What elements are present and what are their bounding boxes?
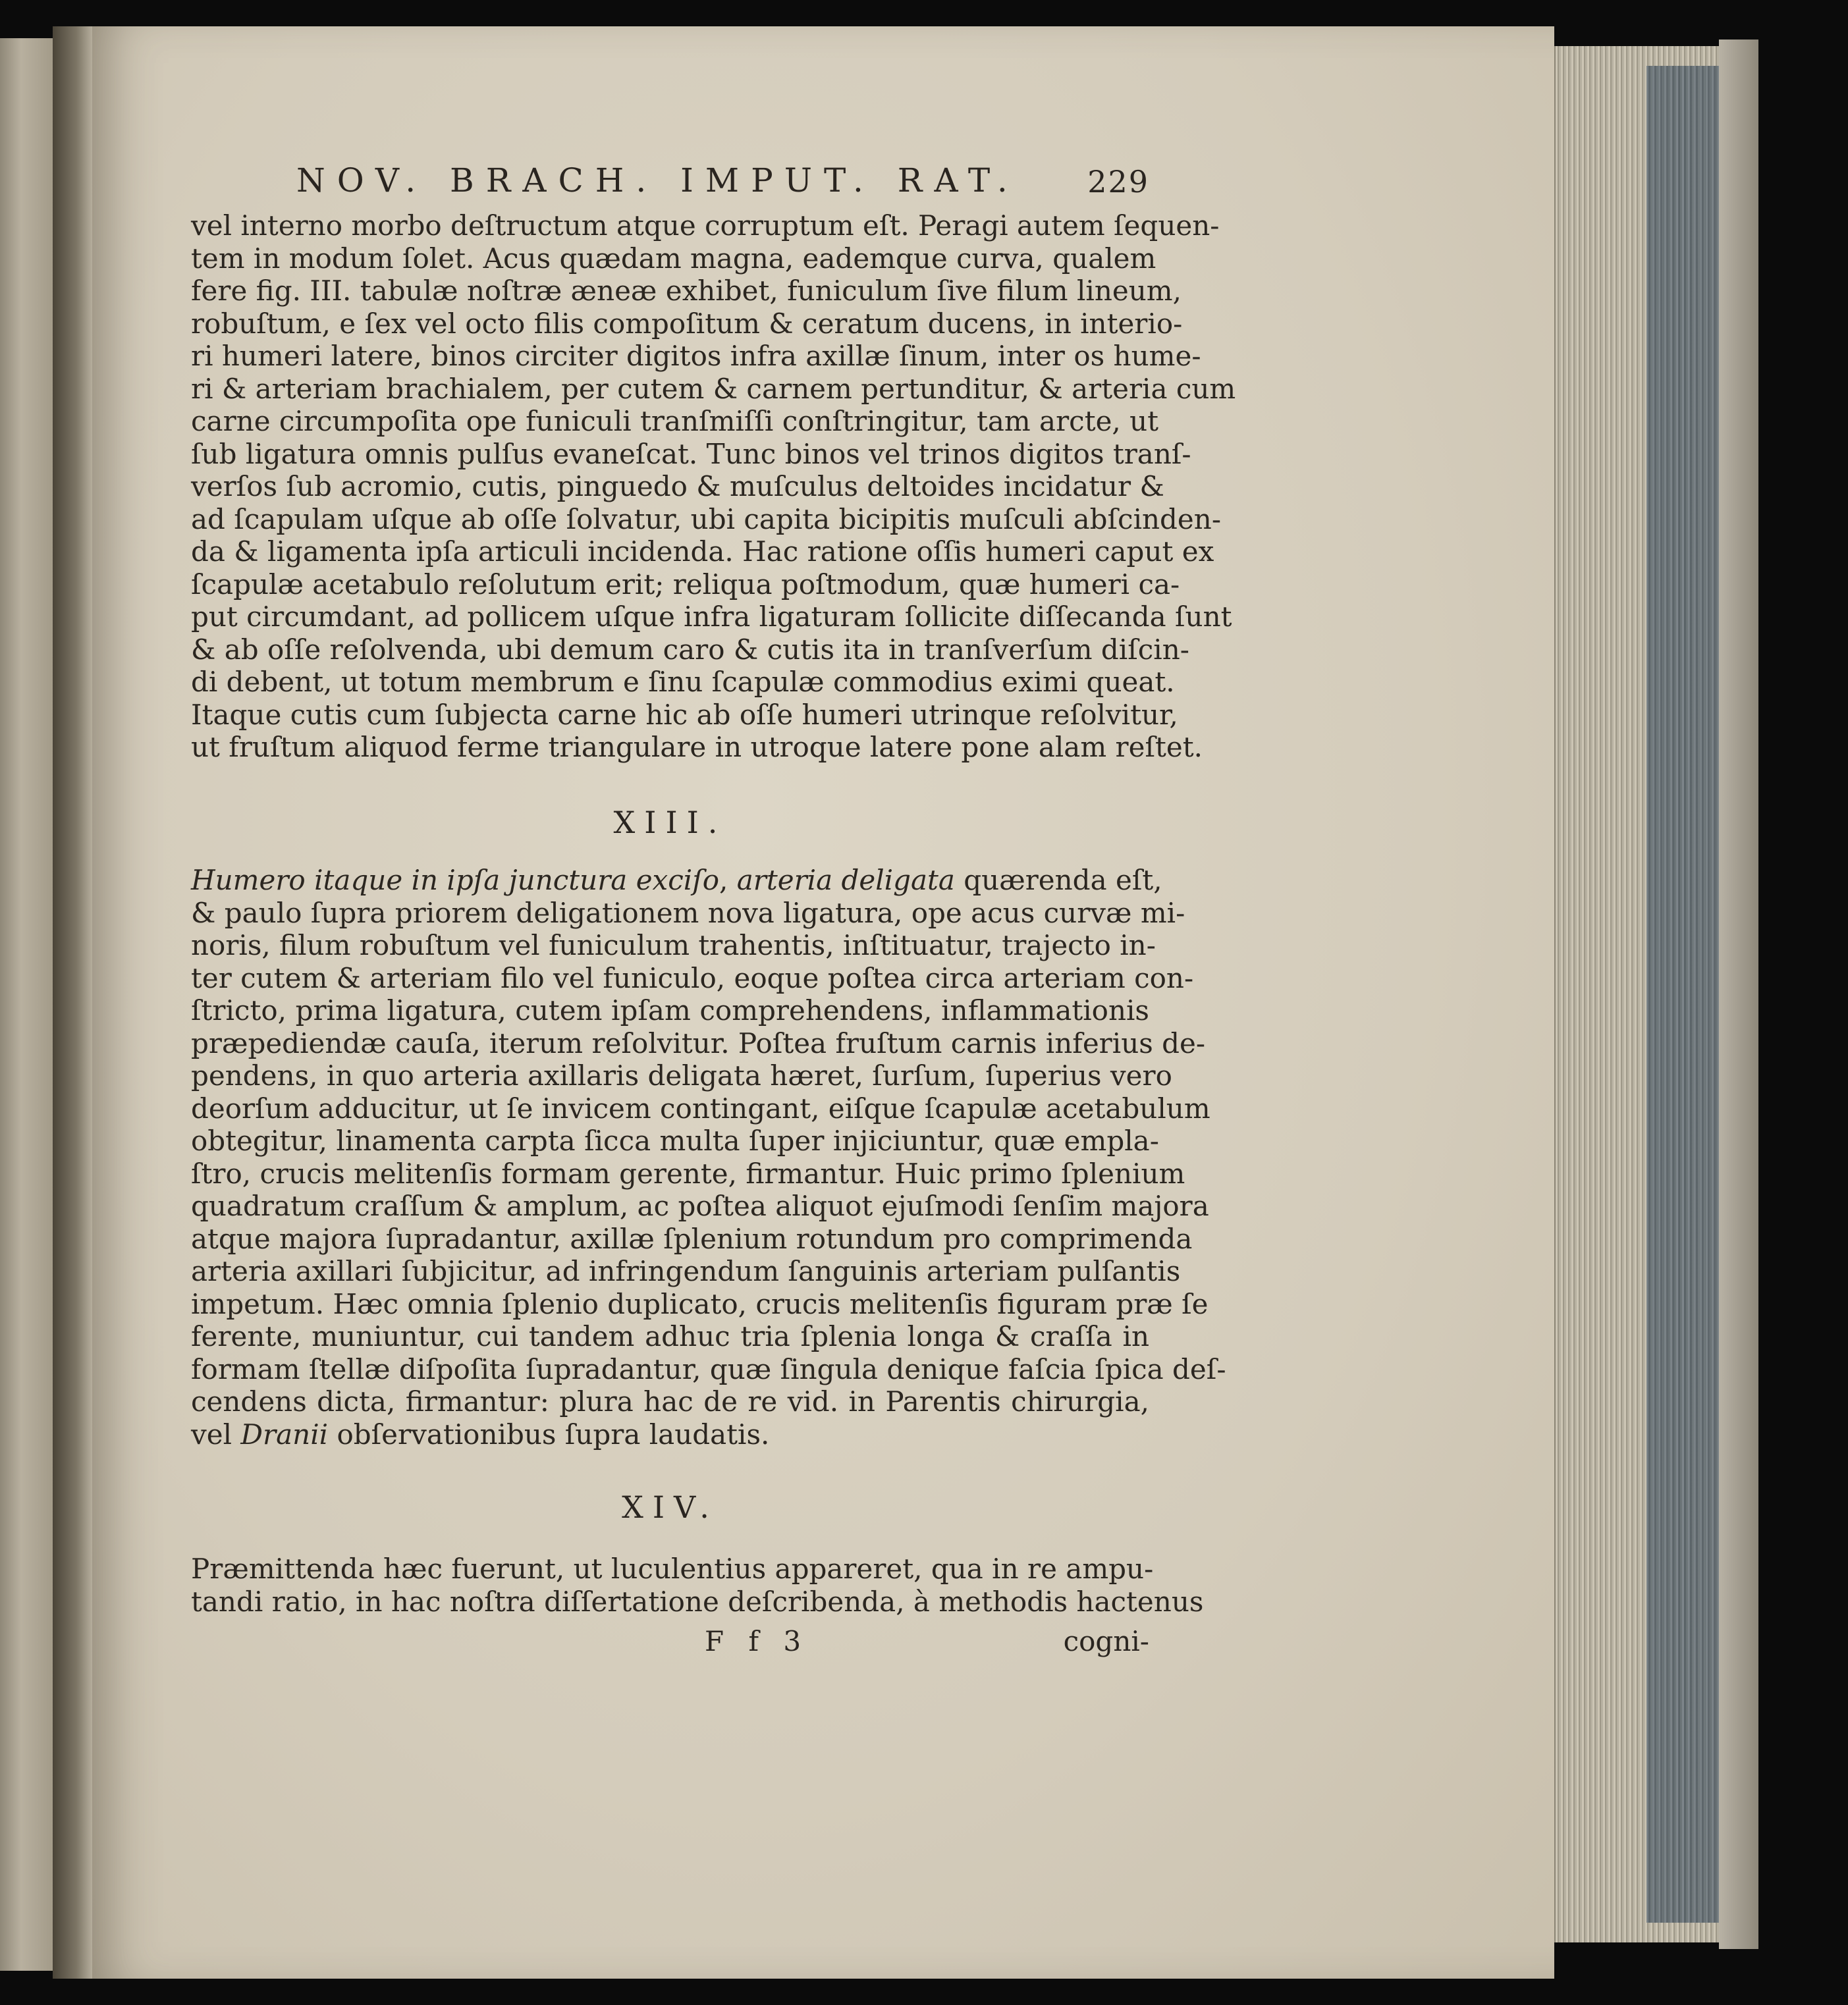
text-line: Itaque cutis cum ſubjecta carne hic ab oſſe humeri utrinque reſolvitur, — [191, 698, 1178, 731]
text-line: da & ligamenta ipſa articuli incidenda. Hac ratione oſſis humeri caput ex — [191, 535, 1214, 568]
italic-phrase: Humero itaque in ipſa junctura exciſo — [191, 864, 720, 896]
paragraph-section-xiv — [191, 1553, 1204, 1618]
section-heading-xiii: XIII. — [613, 805, 727, 840]
text-line: pendens, in quo arteria axillaris deligata hæret, ſurſum, ſuperius vero — [191, 1059, 1172, 1092]
text-line: & paulo ſupra priorem deligationem nova ligatura, ope acus curvæ mi- — [191, 896, 1185, 929]
text-line: quadratum craſſum & amplum, ac poſtea aliquot ejuſmodi ſenſim majora — [191, 1190, 1209, 1222]
text-line: ri humeri latere, binos circiter digitos infra axillæ ſinum, inter os hume- — [191, 340, 1201, 372]
text-line: ut fruſtum aliquod ferme triangulare in utroque latere pone alam reſtet. — [191, 731, 1203, 763]
book-gutter — [53, 26, 92, 1979]
page-number: 229 — [1087, 164, 1149, 200]
running-title: NOV. BRACH. IMPUT. RAT. — [296, 161, 1019, 200]
signature-mark: F f 3 — [705, 1625, 809, 1657]
text-line: carne circumpoſita ope funiculi tranſmiſſi conſtringitur, tam arcte, ut — [191, 405, 1159, 437]
paragraph-section-xiii — [191, 864, 1226, 1451]
text-line: ſtricto, prima ligatura, cutem ipſam comprehendens, inflammationis — [191, 994, 1149, 1027]
text-fragment: quærenda eſt, — [954, 864, 1162, 896]
catchword: cogni- — [1063, 1625, 1149, 1657]
text-line: tandi ratio, in hac noſtra diſſertatione deſcribenda, à methodis hactenus — [191, 1585, 1204, 1618]
text-line: cendens dicta, firmantur: plura hac de re vid. in Parentis chirurgia, — [191, 1385, 1149, 1418]
text-line: obtegitur, linamenta carpta ſicca multa ſuper injiciuntur, quæ empla- — [191, 1125, 1159, 1157]
text-line: ad ſcapulam uſque ab oſſe ſolvatur, ubi capita bicipitis muſculi abſcinden- — [191, 502, 1222, 535]
text-line-last — [191, 1418, 1149, 1451]
text-line: atque majora ſupradantur, axillæ ſplenium rotundum pro comprimenda — [191, 1222, 1193, 1255]
text-line: put circumdant, ad pollicem uſque infra ligaturam ſollicite diſſecanda ſunt — [191, 601, 1232, 633]
text-line: di debent, ut totum membrum e ſinu ſcapulæ commodius eximi queat. — [191, 666, 1175, 698]
section-heading-xiv: XIV. — [622, 1489, 719, 1525]
text-line: vel interno morbo deſtructum atque corruptum eſt. Peragi autem ſequen- — [191, 209, 1220, 242]
text-line: deorſum adducitur, ut ſe invicem contingant, eiſque ſcapulæ acetabulum — [191, 1092, 1210, 1125]
book-cover-board — [1719, 40, 1758, 1949]
text-line: noris, filum robuſtum vel funiculum trahentis, inſtituatur, trajecto in- — [191, 929, 1156, 961]
italic-name: Dranii — [240, 1418, 329, 1451]
text-line: ſtro, crucis melitenſis formam gerente, firmantur. Huic primo ſplenium — [191, 1157, 1185, 1190]
text-line: præpediendæ cauſa, iterum reſolvitur. Poſtea fruſtum carnis inferius de- — [191, 1027, 1206, 1059]
running-header — [296, 161, 1149, 207]
text-line: ri & arteriam brachialem, per cutem & carnem pertunditur, & arteria cum — [191, 372, 1236, 405]
text-line: Præmittenda hæc fuerunt, ut luculentius appareret, qua in re ampu- — [191, 1553, 1154, 1585]
text-fragment: , — [719, 864, 737, 896]
italic-phrase: arteria deligata — [736, 864, 955, 896]
text-line: formam ſtellæ diſpoſita ſupradantur, quæ ſingula denique faſcia ſpica deſ- — [191, 1352, 1226, 1385]
text-line: ſcapulæ acetabulo reſolutum erit; reliqua poſtmodum, quæ humeri ca- — [191, 568, 1180, 601]
text-line: & ab oſſe reſolvenda, ubi demum caro & cutis ita in tranſverſum diſcin- — [191, 633, 1189, 666]
text-fragment: obſervationibus ſupra laudatis. — [328, 1418, 770, 1451]
text-line: fere fig. III. tabulæ noſtræ æneæ exhibet, funiculum ſive filum lineum, — [191, 275, 1182, 307]
text-line: ferente, muniuntur, cui tandem adhuc tria ſplenia longa & craſſa in — [191, 1320, 1149, 1352]
text-line: impetum. Hæc omnia ſplenio duplicato, crucis melitenſis figuram præ ſe — [191, 1287, 1209, 1320]
text-line: verſos ſub acromio, cutis, pinguedo & muſculus deltoides incidatur & — [191, 470, 1164, 502]
text-fragment: vel — [191, 1418, 241, 1451]
left-page-edge — [0, 38, 53, 1971]
text-line: ter cutem & arteriam filo vel funiculo, eoque poſtea circa arteriam con- — [191, 961, 1194, 994]
text-line: arteria axillari ſubjicitur, ad infringendum ſanguinis arteriam pulſantis — [191, 1255, 1181, 1287]
text-line: robuſtum, e ſex vel octo filis compoſitum & ceratum ducens, in interio- — [191, 307, 1183, 340]
text-line-first — [191, 864, 1162, 897]
text-line: tem in modum ſolet. Acus quædam magna, eademque curva, qualem — [191, 242, 1156, 275]
text-line: ſub ligatura omnis pulſus evaneſcat. Tunc binos vel trinos digitos tranſ- — [191, 437, 1191, 470]
paragraph-section-xii-end — [191, 209, 1236, 764]
